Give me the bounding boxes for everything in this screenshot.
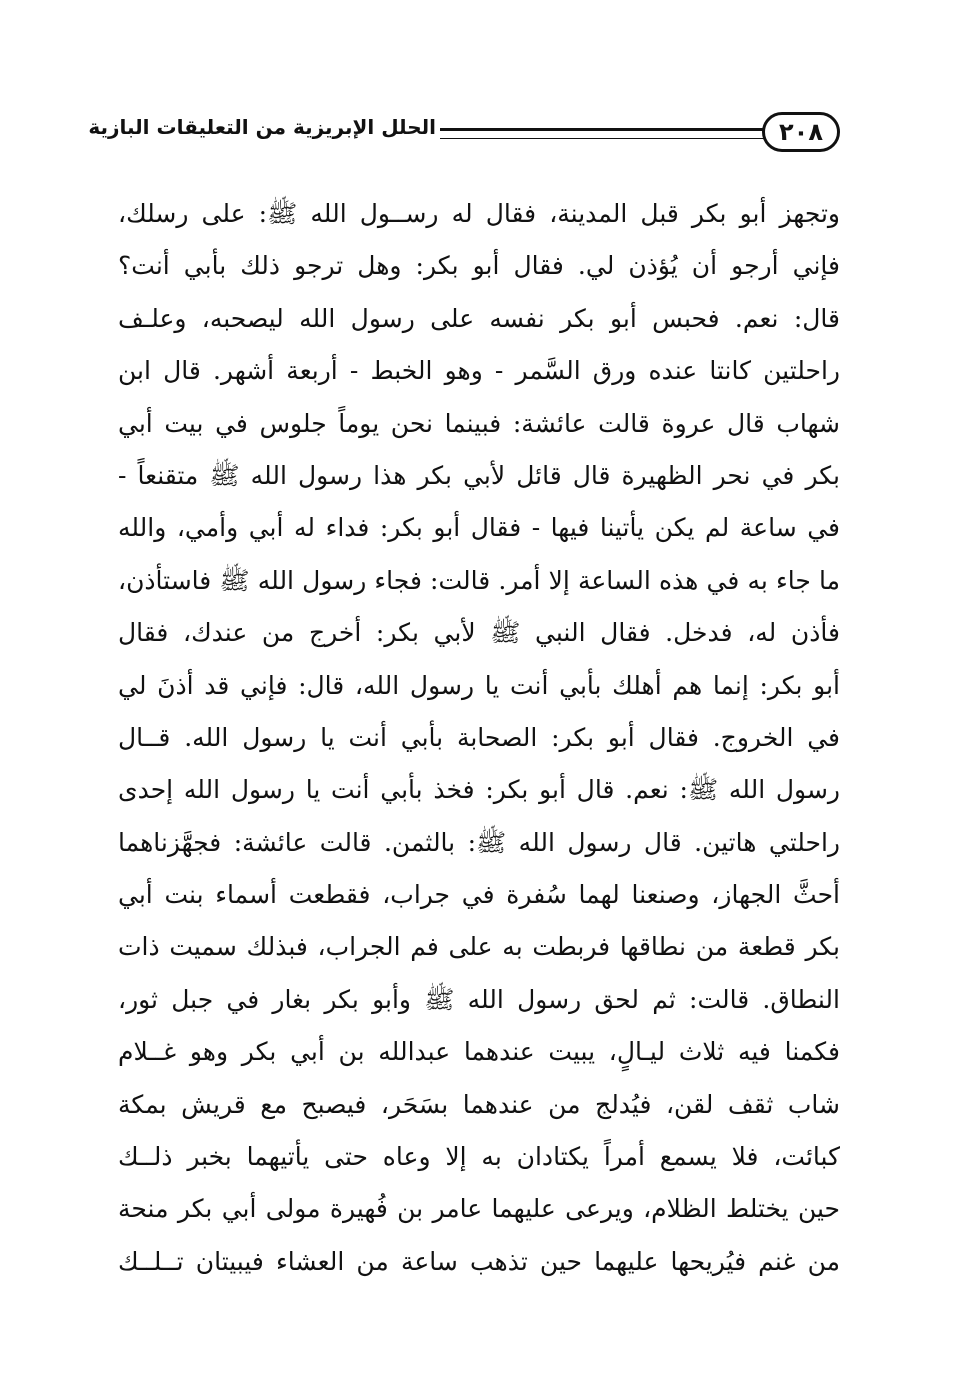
text-line: قال: نعم. فحبس أبو بكر نفسه على رسول الله ليصحبه، وعلـف bbox=[118, 303, 840, 333]
text-line: راحلتين كانتا عنده ورق السَّمر - وهو الخبط - أربعة أشهر. قال ابن bbox=[118, 356, 840, 386]
text-line: رسول الله ﷺ: نعم. قال أبو بكر: فخذ بأبي أنت يا رسول الله إحدى bbox=[118, 775, 840, 805]
text-line: فأذن له، فدخل. فقال النبي ﷺ لأبي بكر: أخرج من عندك، فقال bbox=[118, 618, 840, 648]
text-line: بكر في نحر الظهيرة قال قائل لأبي بكر هذا رسول الله ﷺ متقنعاً - bbox=[118, 460, 840, 490]
text-line: فكمنا فيه ثلاث ليـالٍ، يبيت عندهما عبدالله بن أبي بكر وهو غــلام bbox=[118, 1037, 840, 1067]
text-line: كبائت، فلا يسمع أمراً يكتادان به إلا وعاه حتى يأتيهما بخبر ذلــك bbox=[118, 1142, 840, 1172]
text-line: النطاق. قالت: ثم لحق رسول الله ﷺ وأبو بكر بغار في جبل ثور، bbox=[118, 984, 840, 1014]
text-line: من غنم فيُريحها عليهما حين تذهب ساعة من العشاء فيبيتان تــلــك bbox=[118, 1246, 840, 1276]
text-line: شهاب قال عروة قالت عائشة: فبينما نحن يوماً جلوس في بيت أبي bbox=[118, 408, 840, 438]
text-line: وتجهز أبو بكر قبل المدينة، فقال له رســول الله ﷺ: على رسلك، bbox=[118, 199, 840, 228]
text-line: راحلتي هاتين. قال رسول الله ﷺ: بالثمن. قالت عائشة: فجهَّزناهما bbox=[118, 827, 840, 857]
header-rule bbox=[440, 128, 764, 139]
text-line: حين يختلط الظلام، ويرعى عليهما عامر بن فُهيرة مولى أبي بكر منحة bbox=[118, 1194, 840, 1224]
text-line: في الخروج. فقال أبو بكر: الصحابة بأبي أنت يا رسول الله. قــال bbox=[118, 722, 840, 752]
text-line: أحثَّ الجهاز، وصنعنا لهما سُفرة في جراب، فقطعت أسماء بنت أبي bbox=[118, 880, 840, 910]
body-text bbox=[118, 188, 840, 1288]
text-line: ما جاء به في هذه الساعة إلا أمر. قالت: فجاء رسول الله ﷺ فاستأذن، bbox=[118, 565, 840, 595]
text-line: شاب ثقف لقن، فيُدلج من عندهما بسَحَر، فيصبح مع قريش بمكة bbox=[118, 1089, 840, 1119]
text-line: فإني أرجو أن يُؤذن لي. فقال أبو بكر: وهل ترجو ذلك بأبي أنت؟ bbox=[118, 251, 840, 281]
book-title: الحلل الإبريزية من التعليقات البازية bbox=[88, 115, 436, 139]
text-line: أبو بكر: إنما هم أهلك بأبي أنت يا رسول الله، قال: فإني قد أذنَ لي bbox=[118, 670, 840, 700]
page-header bbox=[88, 112, 840, 158]
text-line: بكر قطعة من نطاقها فربطت به على فم الجراب، فبذلك سميت ذات bbox=[118, 932, 840, 962]
text-line: في ساعة لم يكن يأتينا فيها - فقال أبو بكر: فداء له أبي وأمي، والله bbox=[118, 513, 840, 543]
page-number: ٢٠٨ bbox=[762, 112, 840, 152]
